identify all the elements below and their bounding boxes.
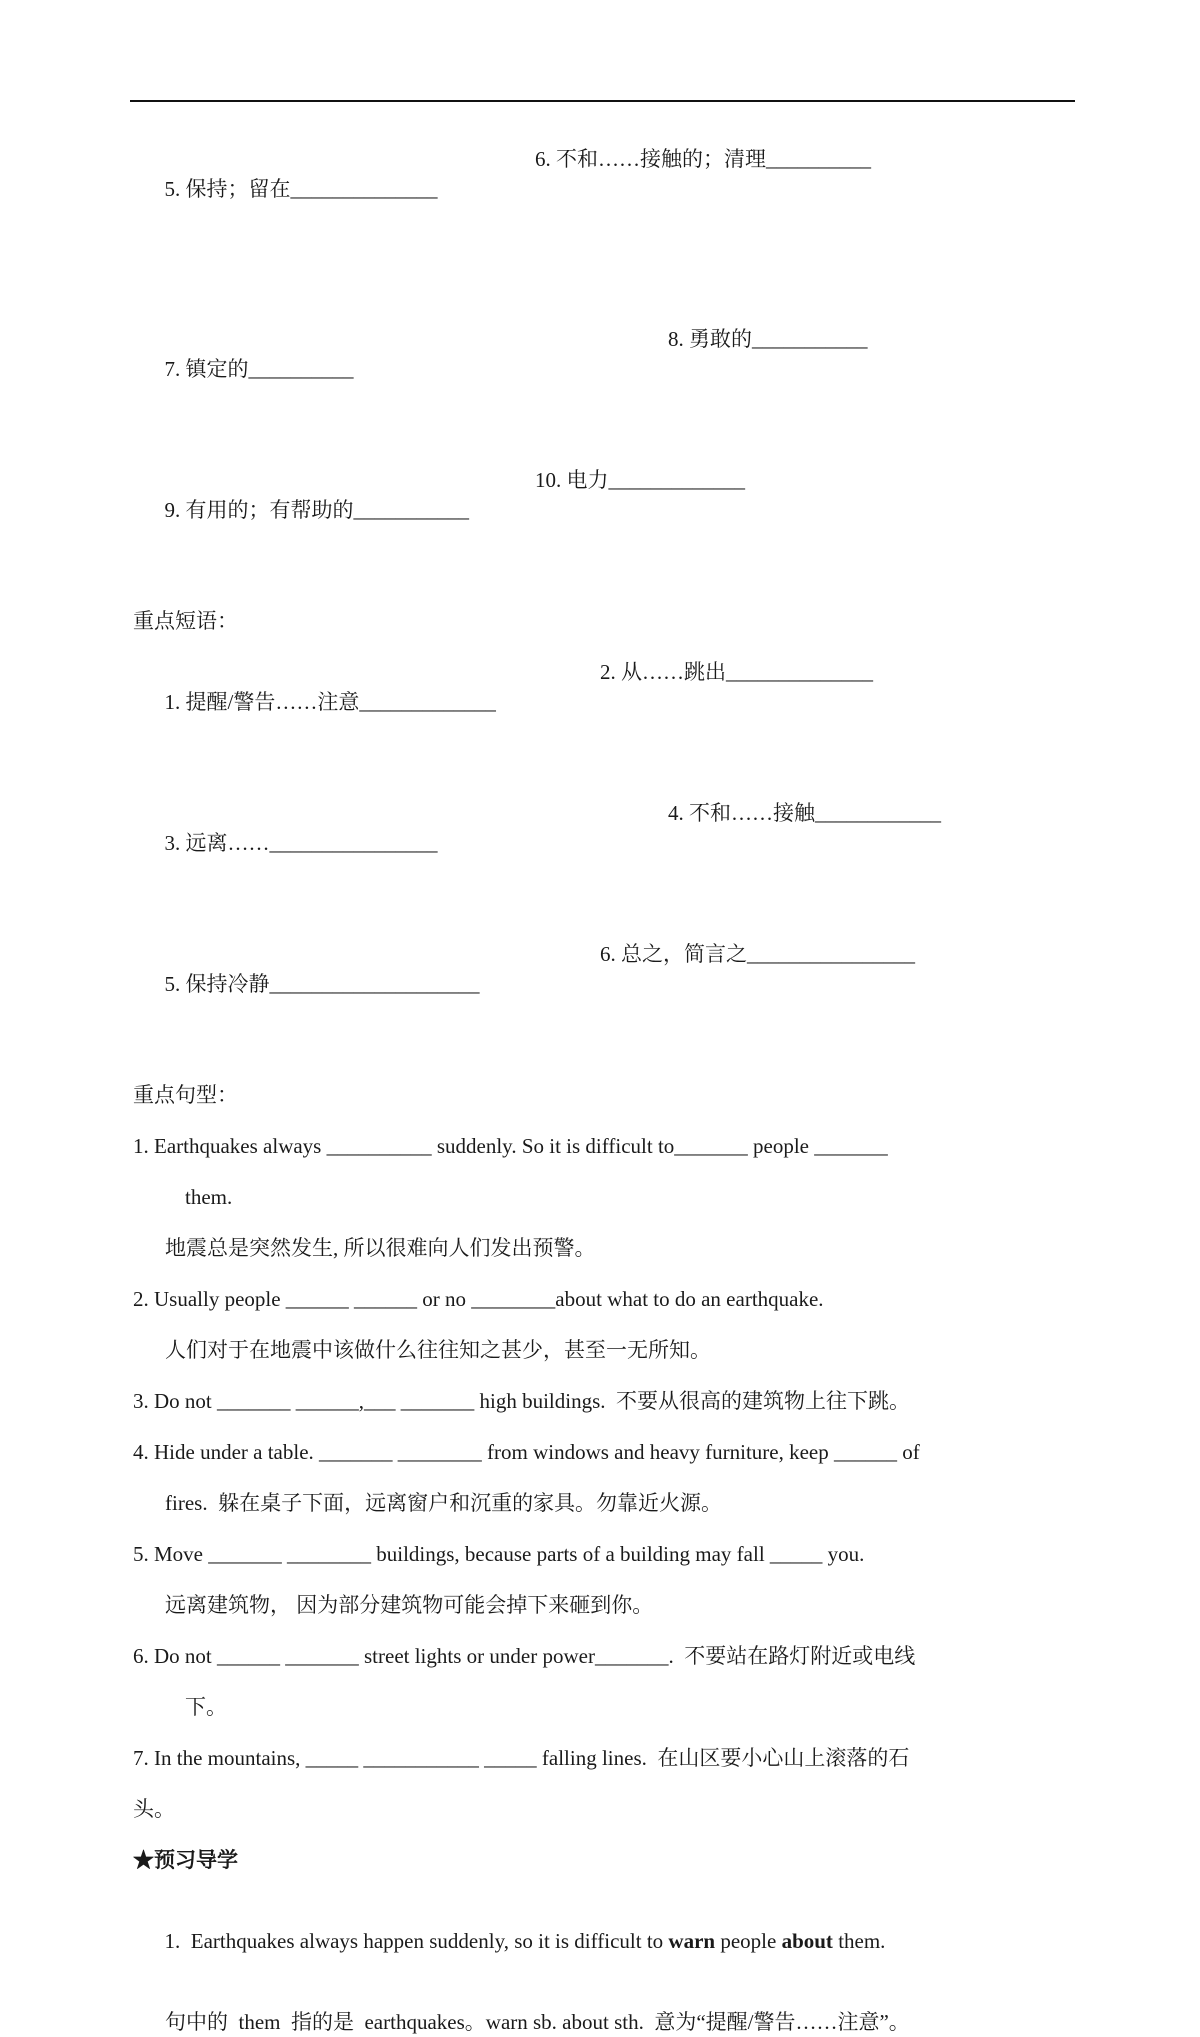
phrase-item-4: 4. 不和……接触____________ [668,801,941,825]
sentence-2-translation: 人们对于在地震中该做什么往往知之甚少，甚至一无所知。 [165,1338,711,1362]
vocab-item-5: 5. 保持；留在______________ [164,177,438,201]
phrase-row-1 [133,657,1080,777]
phrase-item-1: 1. 提醒/警告……注意_____________ [164,690,496,714]
vocab-row-3 [133,465,1080,585]
preview-heading: ★预习导学 [133,1848,238,1872]
vocab-row-1 [133,144,1080,264]
vocab-item-9: 9. 有用的；有帮助的___________ [164,498,469,522]
sentence-7-line-2: 头。 [133,1797,175,1821]
preview-item-1 [133,1896,1080,1986]
vocab-item-6: 6. 不和……接触的；清理__________ [535,147,871,171]
sentence-4-line-2: fires. 躲在桌子下面，远离窗户和沉重的家具。勿靠近火源。 [165,1491,723,1515]
preview-item-1-mid: people [715,1929,782,1953]
sentence-7-line-1: 7. In the mountains, _____ ___________ _____ falling lines. 在山区要小心山上滚落的石 [133,1746,910,1770]
sentence-3: 3. Do not _______ ______,___ _______ high buildings. 不要从很高的建筑物上往下跳。 [133,1389,911,1413]
sentence-5-translation: 远离建筑物， 因为部分建筑物可能会掉下来砸到你。 [165,1593,654,1617]
sentence-5: 5. Move _______ ________ buildings, because parts of a building may fall _____ you. [133,1542,865,1566]
sentences-heading: 重点句型： [133,1083,238,1107]
preview-item-1-note: 句中的 them 指的是 earthquakes。warn sb. about sth. 意为“提醒/警告……注意”。 [165,2010,910,2034]
phrase-item-5: 5. 保持冷静____________________ [164,972,480,996]
sentence-6-line-1: 6. Do not ______ _______ street lights or under power_______. 不要站在路灯附近或电线 [133,1644,916,1668]
worksheet-content [0,102,1200,2037]
phrase-item-3: 3. 远离……________________ [164,831,438,855]
worksheet-page [0,100,1200,2037]
phrases-heading: 重点短语： [133,609,238,633]
preview-item-1-end: them. [832,1929,886,1953]
sentence-1-line-1: 1. Earthquakes always __________ suddenly. So it is difficult to_______ people _______ [133,1134,888,1158]
phrase-row-2 [133,798,1080,918]
sentence-2: 2. Usually people ______ ______ or no ________about what to do an earthquake. [133,1287,824,1311]
preview-item-1-bold-warn: warn [668,1929,716,1953]
phrase-item-2: 2. 从……跳出______________ [600,660,873,684]
vocab-row-2 [133,324,1080,444]
sentence-1-translation: 地震总是突然发生, 所以很难向人们发出预警。 [165,1236,596,1260]
sentence-1-line-2: them. [185,1185,233,1209]
sentence-4-line-1: 4. Hide under a table. _______ ________ from windows and heavy furniture, keep ______ of [133,1440,920,1464]
vocab-item-10: 10. 电力_____________ [535,468,745,492]
preview-item-1-text: 1. Earthquakes always happen suddenly, so it is difficult to [164,1929,669,1953]
vocab-item-8: 8. 勇敢的___________ [668,327,868,351]
sentence-6-line-2: 下。 [185,1695,227,1719]
phrase-row-3 [133,939,1080,1059]
vocab-item-7: 7. 镇定的__________ [164,357,354,381]
preview-item-1-bold-about: about [781,1929,833,1953]
phrase-item-6: 6. 总之，简言之________________ [600,942,915,966]
